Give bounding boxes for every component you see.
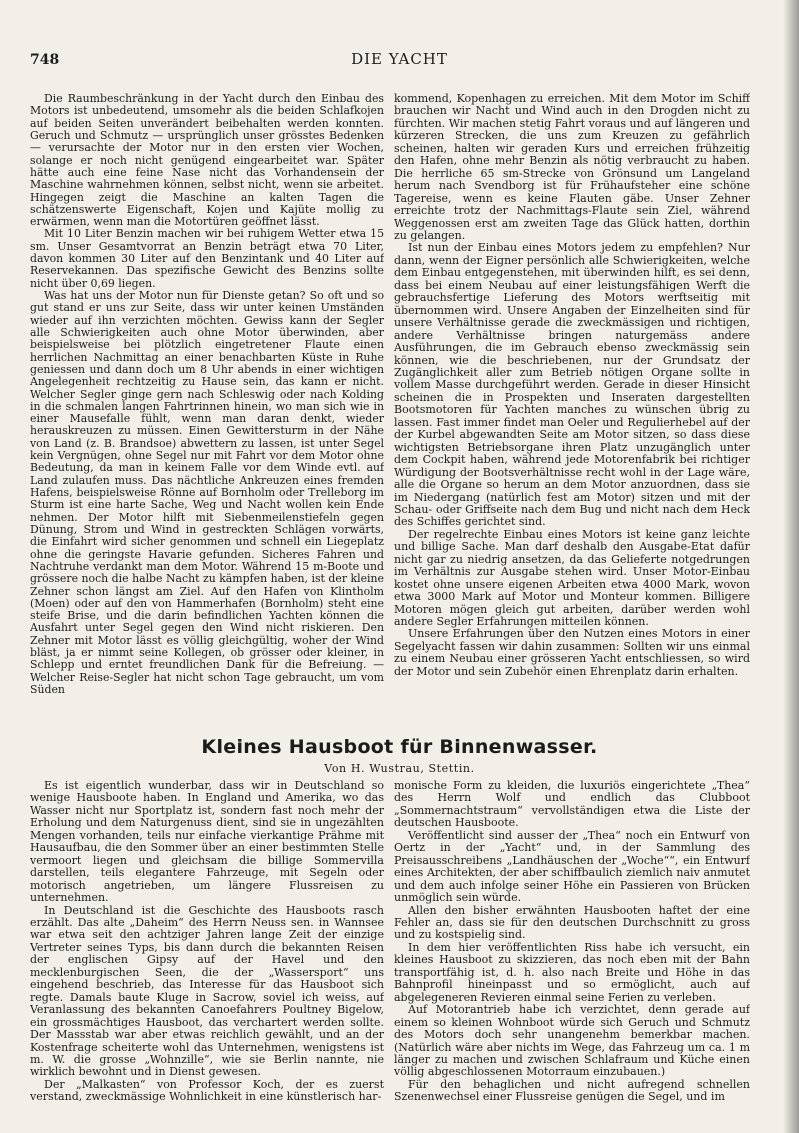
paragraph: Allen den bisher erwähnten Hausbooten haftet der eine Fehler an, dass sie für den deutschen Durchschnitt zu gross und zu kostspielig sind.	[394, 903, 750, 942]
paragraph: Auf Motorantrieb habe ich verzichtet, denn gerade auf einem so kleinen Wohnboot würde sich Geruch und Schmutz des Motors doch sehr unangenehm bemerkbar machen. (Natürlich wäre aber nichts im Wege, das Fahrzeug um ca. 1 m länger zu machen und zwischen Schlafraum und Küche einen völlig abgeschlossenen Motorraum einzubauen.)	[394, 1003, 750, 1079]
binding-shadow	[783, 0, 799, 1133]
paragraph: Für den behaglichen und nicht aufregend schnellen Szenenwechsel einer Flussreise genügen die Segel, und im	[394, 1077, 750, 1104]
article-title: Kleines Hausboot für Binnenwasser.	[201, 736, 598, 758]
paragraph: Es ist eigentlich wunderbar, dass wir in Deutschland so wenige Hausboote haben. In England und Amerika, wo das Wasser nicht nur Sportplatz ist, sondern fast noch mehr der Erholung und dem Naturgenuss dient, sind sie in ungezählten Mengen vorhanden, teils nur einfache vierkantige Prähme mit Hausaufbau, die den Sommer über an einer bestimmten Stelle vermoort liegen und gleichsam die billige Sommervilla darstellen, teils elegantere Fahrzeuge, mit Segeln oder motorisch angetrieben, um längere Flussreisen zu unternehmen.	[30, 780, 384, 905]
paragraph: Was hat uns der Motor nun für Dienste getan? So oft und so gut stand er uns zur Seite, dass wir unter keinen Umständen wieder auf ihn verzichten möchten. Gewiss kann der Segler alle Schwierigkeiten auch ohne Motor überwinden, aber beispielsweise bei plötzlich eingetretener Flaute einen herrlichen Nachmittag an einer benachbarten Küste in Ruhe geniessen und dann doch um 8 Uhr abends in einer wichtigen Angelegenheit rechtzeitig zu Hause sein, das kann er nicht. Welcher Segler ginge gern nach Schleswig oder nach Kolding in die schmalen langen Fahrtrinnen hinein, wo man sich wie in einer Mausefalle fühlt, wenn man daran denkt, wieder herauskreuzen zu müssen. Einen Gewittersturm in der Nähe von Land (z. B. Brandsoe) abwettern zu lassen, ist unter Segel kein Vergnügen, ohne Segel nur mit Fahrt vor dem Motor ohne Bedeutung, da man in keinem Falle vor dem Winde evtl. auf Land zulaufen muss. Das nächtliche Ankreuzen eines fremden Hafens, beispielsweise Rönne auf Bornholm oder Trelleborg im Sturm ist eine harte Sache, Weg und Nacht wollen kein Ende nehmen. Der Motor hilft mit Siebenmeilenstiefeln gegen Dünung, Strom und Wind in gestreckten Schlägen vorwärts, die Einfahrt wird sicher genommen und schnell ein Liegeplatz ohne die geringste Havarie gefunden. Sicheres Fahren und Nachtruhe verdankt man dem Motor. Während 15 m-Boote und grössere noch die halbe Nacht zu kämpfen haben, ist der kleine Zehner schon längst am Ziel. Auf den Hafen von Klintholm (Moen) oder auf den von Hammerhafen (Bornholm) steht eine steife Brise, und die darin befindlichen Yachten können die Ausfahrt unter Segel gegen den Wind nicht riskieren. Den Zehner mit Motor lässt es völlig gleichgültig, woher der Wind bläst, ja er nimmt seine Kollegen, ob grösser oder kleiner, in Schlepp und erntet freundlichen Dank für die Befreiung. — Welcher Reise-Segler hat nicht schon Tage gebraucht, um vom Süden	[30, 289, 384, 696]
paragraph: Ist nun der Einbau eines Motors jedem zu empfehlen? Nur dann, wenn der Eigner persönlich alle Schwierigkeiten, welche dem Einbau entgegenstehen, mit überwinden hilft, es sei denn, dass bei einem Neubau auf einer leistungsfähigen Werft die gebrauchsfertige Lieferung des Motors werftseitig mit übernommen wird. Unsere Angaben der Einzelheiten sind für unsere Verhältnisse gerade die zweckmässigen und richtigen, andere Verhältnisse bringen naturgemäss andere Ausführungen, die im Gebrauch ebenso zweckmässig sein können, wie die beschriebenen, nur der Grundsatz der Zugänglichkeit aller zum Betrieb nötigen Organe sollte in vollem Masse durchgeführt werden. Gerade in dieser Hinsicht scheinen die in Prospekten und Inseraten dargestellten Bootsmotoren für Yachten manches zu wünschen übrig zu lassen. Fast immer findet man Oeler und Regulierhebel auf der der Kurbel abgewandten Seite am Motor sitzen, so dass diese wichtigsten Betriebsorgane ihren Platz unzugänglich unter dem Cockpit haben, während jede Motorenfabrik bei richtiger Würdigung der Bootsverhältnisse recht wohl in der Lage wäre, alle die Organe so herum an dem Motor anzuordnen, dass sie im Niedergang (natürlich fest am Motor) sitzen und mit der Schau- oder Griffseite nach dem Bug und nicht nach dem Heck des Schiffes gerichtet sind.	[394, 241, 750, 529]
article-byline: Von H. Wustrau, Stettin.	[324, 762, 475, 775]
paragraph: monische Form zu kleiden, die luxuriös eingerichtete „Thea“ des Herrn Wolf und endlich das Clubboot „Sommernachtstraum“ vervollständigen etwa die Liste der deutschen Hausboote.	[394, 780, 750, 830]
paragraph: Veröffentlicht sind ausser der „Thea“ noch ein Entwurf von Oertz in der „Yacht“ und, in der Sammlung des Preisausschreibens „Landhäuschen der „Woche““, ein Entwurf eines Architekten, der aber schiffbaulich ziemlich naiv anmutet und dem auch infolge seiner Höhe ein Passieren von Brücken unmöglich sein würde.	[394, 828, 750, 905]
paragraph: kommend, Kopenhagen zu erreichen. Mit dem Motor im Schiff brauchen wir Nacht und Wind auch in den Drogden nicht zu fürchten. Wir machen stetig Fahrt voraus und auf längeren und kürzeren Strecken, die uns zum Kreuzen zu gefährlich scheinen, halten wir geraden Kurs und erreichen frühzeitig den Hafen, ohne mehr Benzin als nötig verbraucht zu haben. Die herrliche 65 sm-Strecke von Grönsund um Langeland herum nach Svendborg ist für Frühaufsteher eine schöne Tagereise, wenn es keine Flauten gäbe. Unser Zehner erreichte trotz der Nachmittags-Flaute sein Ziel, während Weggenossen erst am zweiten Tage das Glück hatten, dorthin zu gelangen.	[394, 93, 750, 242]
running-title: DIE YACHT	[351, 50, 448, 68]
paragraph: Die Raumbeschränkung in der Yacht durch den Einbau des Motors ist unbedeutend, umsomehr als die beiden Schlafkojen auf beiden Seiten unverändert beibehalten werden konnten. Geruch und Schmutz — ursprünglich unser grösstes Bedenken — verursachte der Motor nur in den ersten vier Wochen, solange er noch nicht genügend eingearbeitet war. Später hätte auch eine feine Nase nicht das Vorhandensein der Maschine wahrnehmen können, selbst nicht, wenn sie arbeitet. Hingegen zeigt die Maschine an kalten Tagen die schätzenswerte Eigenschaft, Kojen und Kajüte mollig zu erwärmen, wenn man die Motortüren geöffnet lässt.	[30, 93, 384, 229]
paragraph: In Deutschland ist die Geschichte des Hausboots rasch erzählt. Das alte „Daheim“ des Herrn Neuss sen. in Wannsee war etwa seit den achtziger Jahren lange Zeit der einzige Vertreter seines Typs, bis dann durch die bekannten Reisen der englischen Gipsy auf der Havel und den mecklenburgischen Seen, die der „Wassersport“ uns eingehend beschrieb, das Interesse für das Hausboot sich regte. Damals baute Kluge in Sacrow, soviel ich weiss, auf Veranlassung des bekannten Canoefahrers Poultney Bigelow, ein grossmächtiges Hausboot, das verchartert werden sollte. Der Massstab war aber etwas reichlich gewählt, und an der Kostenfrage scheiterte wohl das Unternehmen, wenigstens ist m. W. die grosse „Wohnzille“, wie sie Berlin nannte, nie wirklich bewohnt und in Dienst gewesen.	[30, 903, 384, 1079]
page-number: 748	[30, 52, 60, 68]
article-right-column	[394, 780, 750, 1120]
article-left-column	[30, 780, 384, 1120]
paragraph: In dem hier veröffentlichten Riss habe ich versucht, ein kleines Hausboot zu skizzieren, das noch eben mit der Bahn transportfähig ist, d. h. also nach Breite und Höhe in das Bahnprofil hineinpasst und so ermöglicht, auch auf abgelegeneren Revieren einmal seine Ferien zu verleben.	[394, 940, 750, 1004]
paragraph: Unsere Erfahrungen über den Nutzen eines Motors in einer Segelyacht fassen wir dahin zusammen: Sollten wir uns einmal zu einem Neubau einer grösseren Yacht entschliessen, so wird der Motor und sein Zubehör einen Ehrenplatz darin erhalten.	[394, 627, 750, 678]
paragraph: Mit 10 Liter Benzin machen wir bei ruhigem Wetter etwa 15 sm. Unser Gesamtvorrat an Benzin beträgt etwa 70 Liter, davon kommen 30 Liter auf den Benzintank und 40 Liter auf Reservekannen. Das spezifische Gewicht des Benzins sollte nicht über 0,69 liegen.	[30, 227, 384, 290]
top-right-column	[394, 93, 750, 699]
paragraph: Der „Malkasten“ von Professor Koch, der es zuerst verstand, zweckmässige Wohnlichkeit in eine künstlerisch har-	[30, 1077, 384, 1104]
top-left-column	[30, 93, 384, 699]
paragraph: Der regelrechte Einbau eines Motors ist keine ganz leichte und billige Sache. Man darf deshalb den Ausgabe-Etat dafür nicht gar zu niedrig ansetzen, da das Gelieferte notgedrungen im Verhältnis zur Ausgabe stehen wird. Unser Motor-Einbau kostet ohne unsere eigenen Arbeiten etwa 4000 Mark, wovon etwa 3000 Mark auf Motor und Monteur kommen. Billigere Motoren mögen gleich gut arbeiten, darüber werden wohl andere Segler Erfahrungen mitteilen können.	[394, 527, 750, 629]
